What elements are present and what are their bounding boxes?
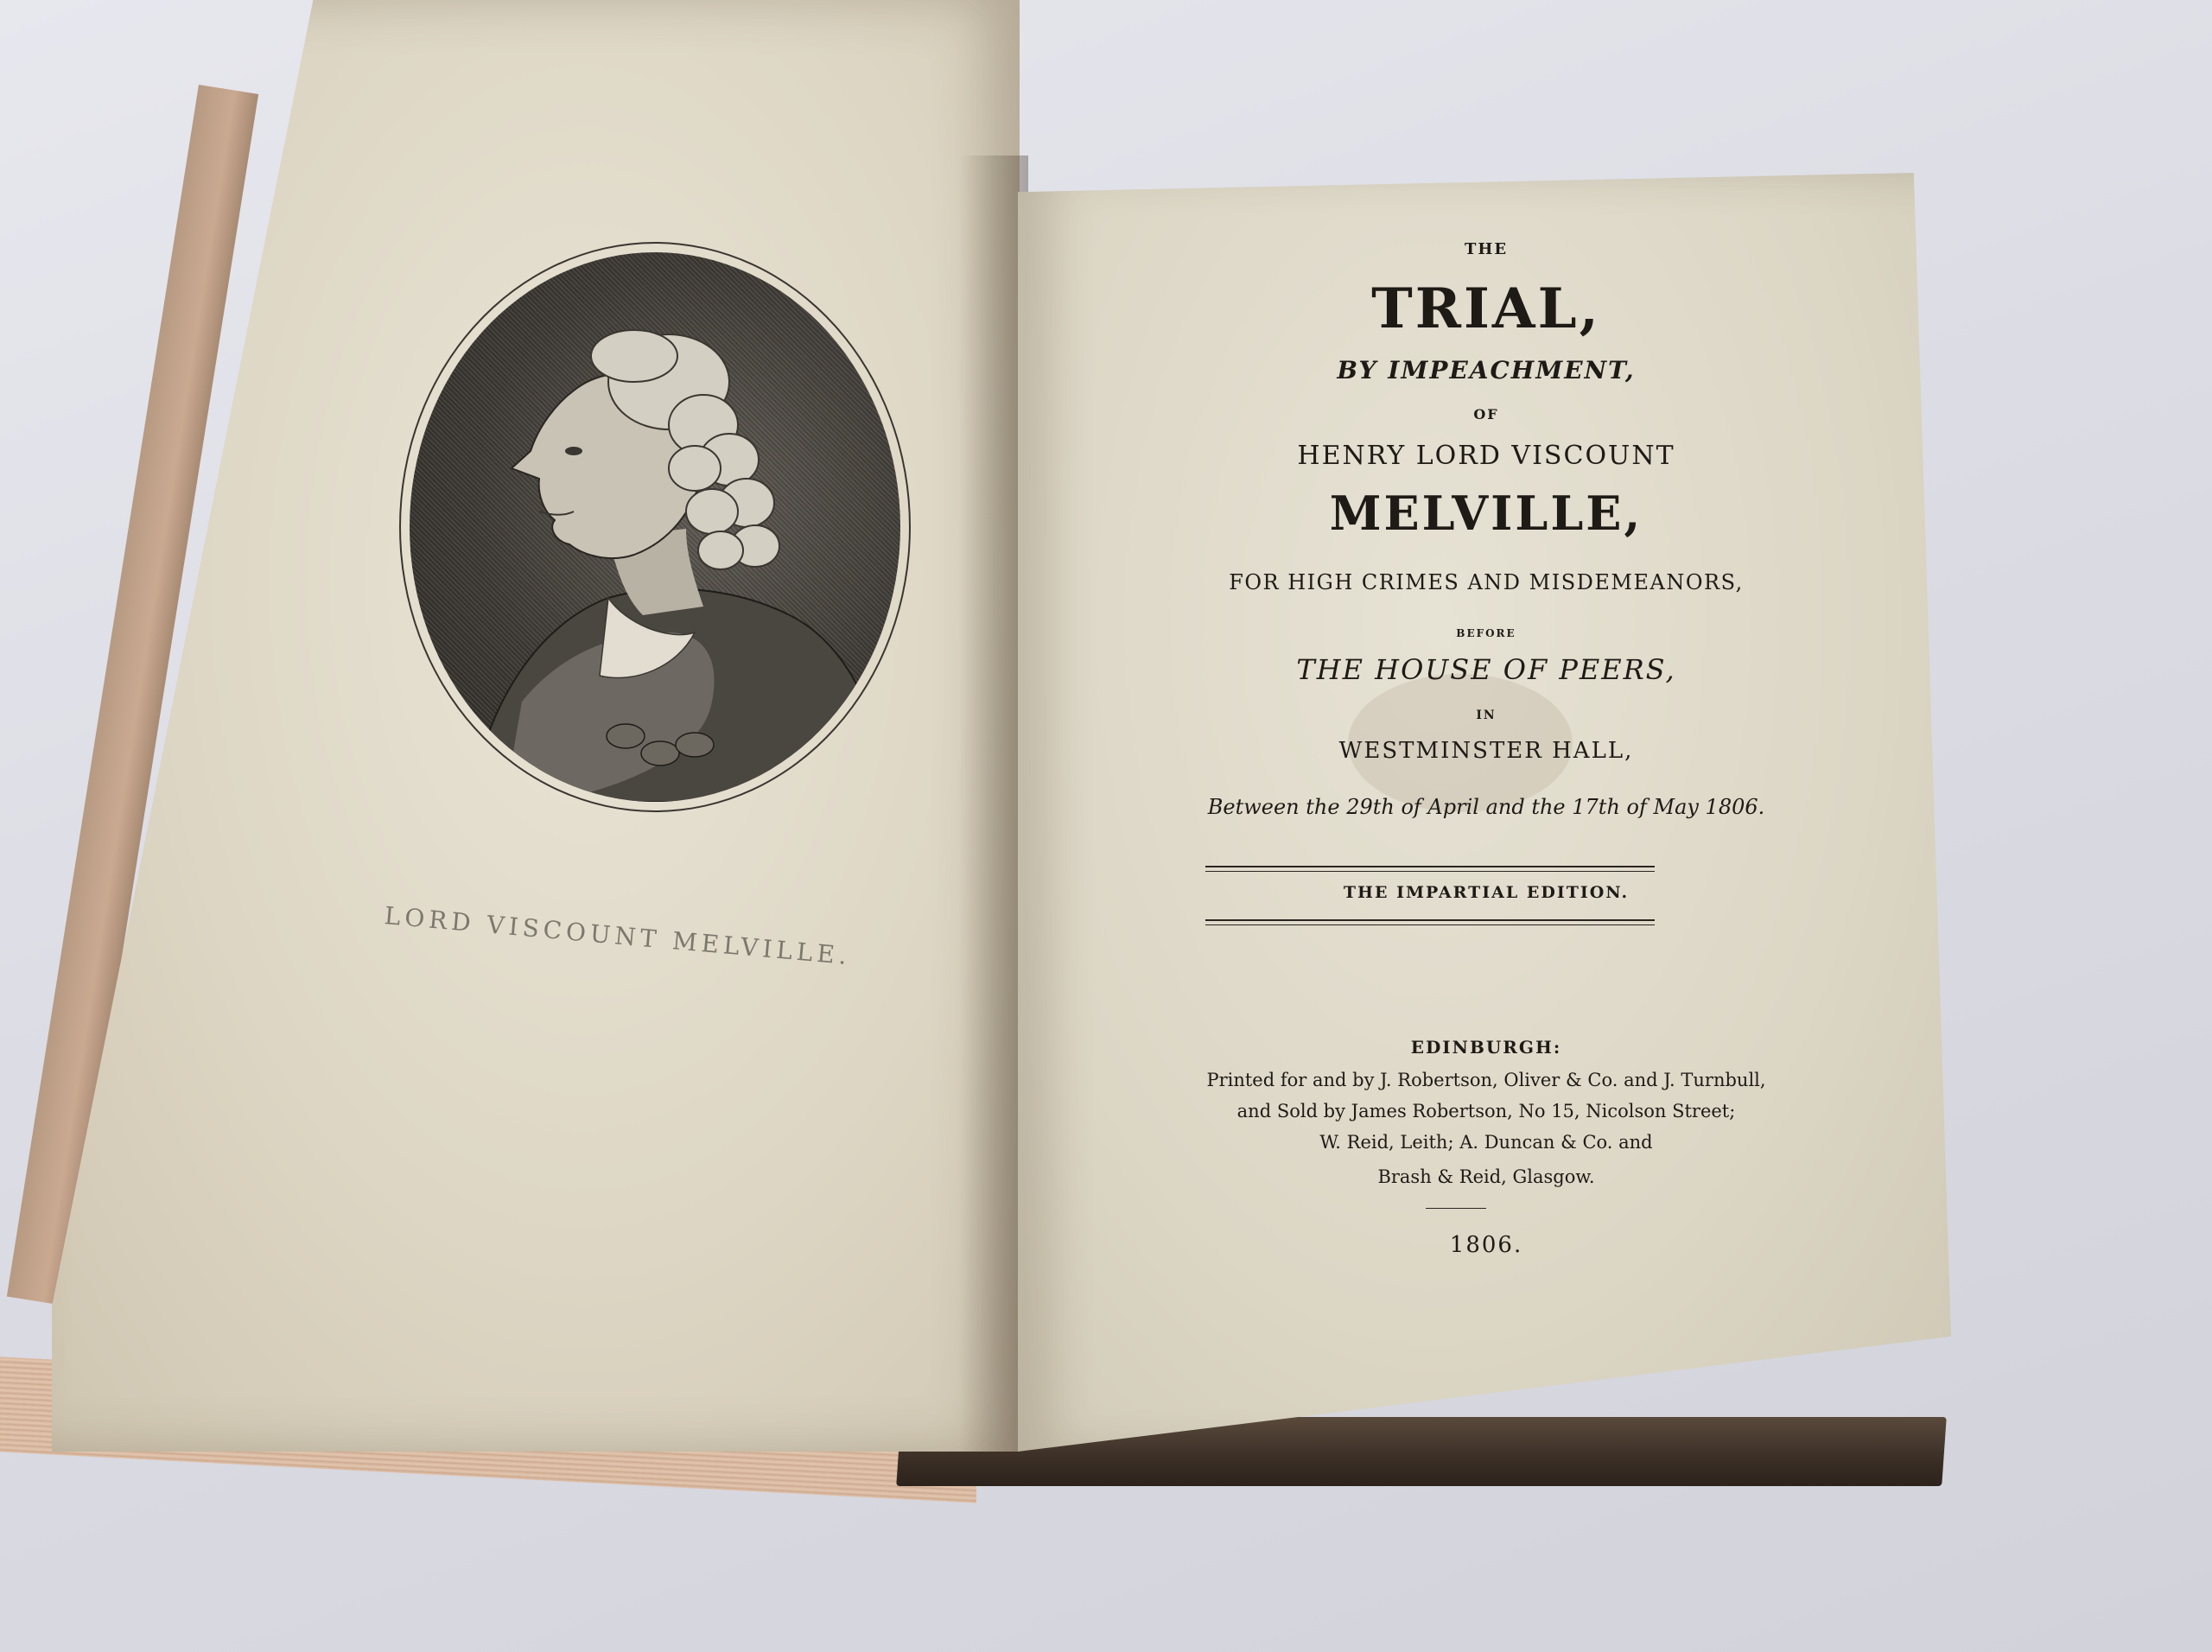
title-melville: MELVILLE,: [1329, 486, 1643, 541]
title-charge: FOR HIGH CRIMES AND MISDEMEANORS,: [1229, 570, 1744, 594]
short-rule: [1426, 1208, 1486, 1209]
title-dates: Between the 29th of April and the 17th of May 1806.: [1207, 795, 1765, 819]
profile-bust-illustration: [410, 252, 900, 802]
title-before: BEFORE: [1456, 627, 1516, 639]
imprint-line-1: Printed for and by J. Robertson, Oliver & Co. and J. Turnbull,: [1206, 1070, 1766, 1090]
title-by-impeachment: BY IMPEACHMENT,: [1337, 356, 1636, 384]
double-rule-bottom-thin: [1205, 924, 1655, 925]
title-trial: TRIAL,: [1371, 276, 1601, 341]
title-house-of-peers: THE HOUSE OF PEERS,: [1296, 653, 1676, 686]
edition-line: THE IMPARTIAL EDITION.: [1343, 883, 1630, 902]
portrait-engraving: [410, 252, 900, 802]
imprint-year: 1806.: [1449, 1232, 1523, 1258]
imprint-line-4: Brash & Reid, Glasgow.: [1377, 1166, 1595, 1187]
portrait-caption: LORD VISCOUNT MELVILLE.: [383, 901, 853, 971]
imprint-city: EDINBURGH:: [1410, 1037, 1562, 1058]
title-in: IN: [1476, 708, 1497, 722]
double-rule-top: [1205, 866, 1655, 867]
title-name-line: HENRY LORD VISCOUNT: [1297, 441, 1675, 471]
title-westminster-hall: WESTMINSTER HALL,: [1338, 738, 1634, 764]
title-the: THE: [1464, 240, 1509, 258]
double-rule-bottom: [1205, 919, 1655, 921]
imprint-line-2: and Sold by James Robertson, No 15, Nicolson Street;: [1236, 1101, 1736, 1121]
double-rule-top-thin: [1205, 871, 1655, 872]
title-of: OF: [1473, 406, 1499, 423]
imprint-line-3: W. Reid, Leith; A. Duncan & Co. and: [1319, 1132, 1653, 1153]
